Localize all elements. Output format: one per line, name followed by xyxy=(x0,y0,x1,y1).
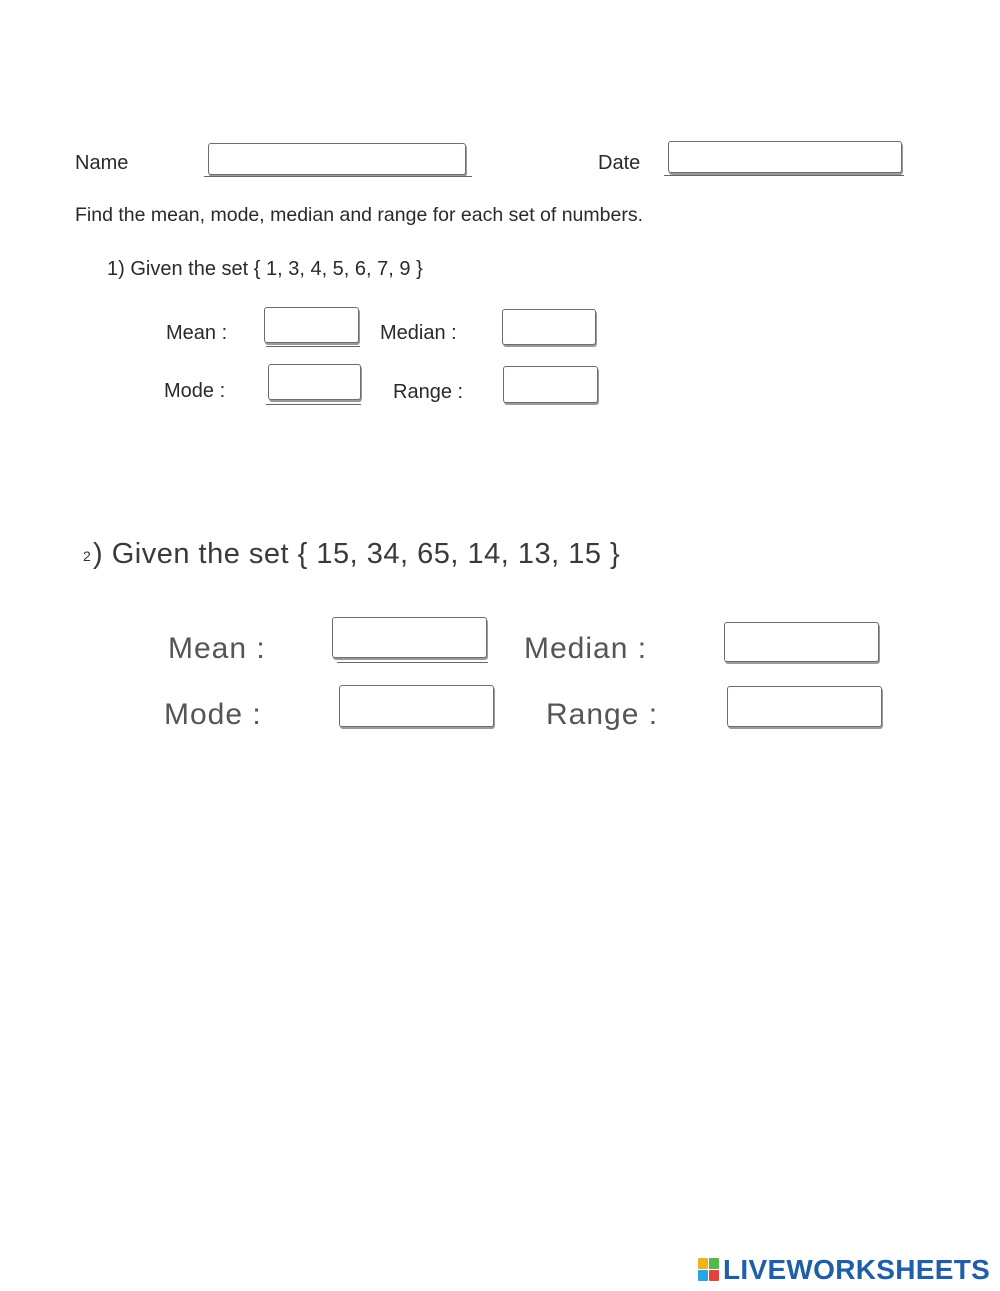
q1-mean-label: Mean : xyxy=(166,322,228,344)
q1-mode-underline xyxy=(266,404,361,405)
q1-median-label: Median : xyxy=(380,322,457,344)
date-label: Date xyxy=(598,152,641,174)
name-underline xyxy=(204,176,472,177)
liveworksheets-logo xyxy=(698,1255,990,1285)
q1-mean-underline xyxy=(266,346,360,347)
q1-range-input[interactable] xyxy=(503,366,598,403)
q1-mode-input[interactable] xyxy=(268,364,361,400)
q2-median-input[interactable] xyxy=(724,622,879,662)
q1-mode-label: Mode : xyxy=(164,380,226,402)
q2-mean-label: Mean : xyxy=(168,632,266,665)
q2-range-input[interactable] xyxy=(727,686,882,727)
q1-range-label: Range : xyxy=(393,381,464,403)
q2-mode-label: Mode : xyxy=(164,698,262,731)
name-label: Name xyxy=(75,152,129,174)
q2-mean-input[interactable] xyxy=(332,617,487,658)
q2-mean-underline xyxy=(337,662,488,663)
date-underline xyxy=(664,175,904,176)
q2-number: 2 xyxy=(83,548,91,564)
q2-range-label: Range : xyxy=(546,698,659,731)
q1-median-input[interactable] xyxy=(502,309,596,345)
liveworksheets-logo-icon xyxy=(698,1258,720,1282)
name-input[interactable] xyxy=(208,143,466,175)
q1-mean-input[interactable] xyxy=(264,307,359,343)
q2-median-label: Median : xyxy=(524,632,648,665)
date-input[interactable] xyxy=(668,141,902,173)
liveworksheets-brand: LIVEWORKSHEETS xyxy=(723,1254,991,1285)
instructions: Find the mean, mode, median and range for each set of numbers. xyxy=(75,204,643,226)
q2-mode-input[interactable] xyxy=(339,685,494,727)
q2-prompt: ) Given the set { 15, 34, 65, 14, 13, 15 } xyxy=(93,538,621,570)
q1-prompt: 1) Given the set { 1, 3, 4, 5, 6, 7, 9 } xyxy=(107,258,423,280)
